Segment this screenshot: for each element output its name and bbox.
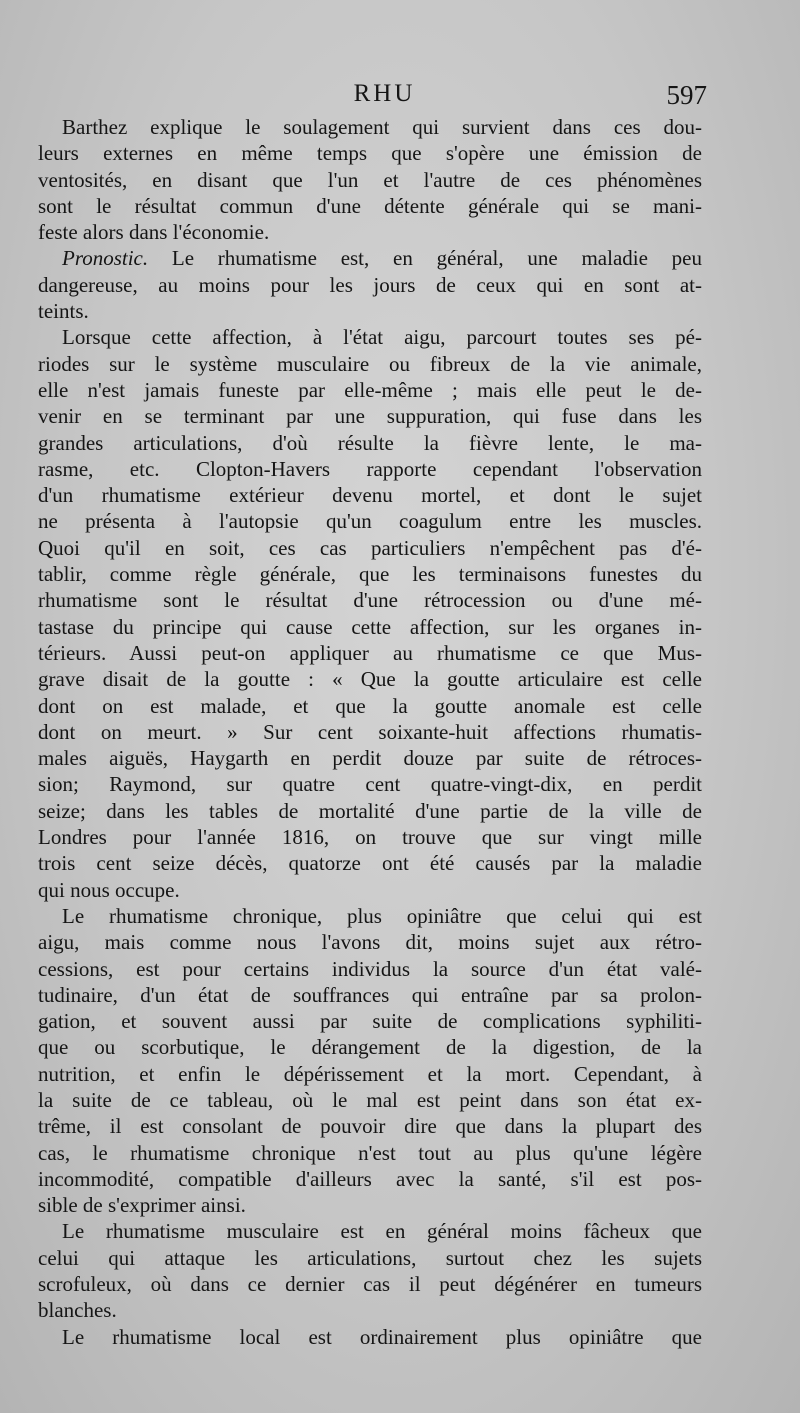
text-line: teints. bbox=[38, 299, 89, 324]
paragraph-local bbox=[38, 1324, 702, 1350]
text-line: rasme, etc. Clopton-Havers rapporte cependant l'observation bbox=[38, 456, 702, 481]
paragraph-barthez bbox=[38, 114, 702, 245]
body-text bbox=[38, 114, 702, 1350]
paragraph-etat-aigu bbox=[38, 324, 702, 903]
text-line: nutrition, et enfin le dépérissement et la mort. Cependant, à bbox=[38, 1061, 702, 1086]
text-line: grandes articulations, d'où résulte la fièvre lente, le ma- bbox=[38, 430, 702, 455]
text-line: rhumatisme sont le résultat d'une rétrocession ou d'une mé- bbox=[38, 588, 702, 613]
text-line: scrofuleux, où dans ce dernier cas il peut dégénérer en tumeurs bbox=[38, 1272, 702, 1297]
text-line: qui nous occupe. bbox=[38, 877, 180, 902]
text-line: sion; Raymond, sur quatre cent quatre-vingt-dix, en perdit bbox=[38, 772, 702, 797]
text-line: males aiguës, Haygarth en perdit douze par suite de rétroces- bbox=[38, 746, 702, 771]
text-line: d'un rhumatisme extérieur devenu mortel, et dont le sujet bbox=[38, 483, 702, 508]
text-line: ne présenta à l'autopsie qu'un coagulum entre les muscles. bbox=[38, 509, 702, 534]
text-line: dont on est malade, et que la goutte anomale est celle bbox=[38, 693, 702, 718]
paragraph-musculaire bbox=[38, 1218, 702, 1323]
running-head bbox=[62, 80, 707, 114]
text-line: tudinaire, d'un état de souffrances qui entraîne par sa prolon- bbox=[38, 982, 702, 1007]
text-line: Londres pour l'année 1816, on trouve que sur vingt mille bbox=[38, 825, 702, 850]
text-line: cessions, est pour certains individus la source d'un état valé- bbox=[38, 956, 702, 981]
text-line: sible de s'exprimer ainsi. bbox=[38, 1193, 246, 1218]
text-line: la suite de ce tableau, où le mal est peint dans son état ex- bbox=[38, 1087, 702, 1112]
text-line: trois cent seize décès, quatorze ont été causés par la maladie bbox=[38, 851, 702, 876]
text-line: incommodité, compatible d'ailleurs avec la santé, s'il est pos- bbox=[38, 1166, 702, 1191]
text-line: tastase du principe qui cause cette affection, sur les organes in- bbox=[38, 614, 702, 639]
text-line: riodes sur le système musculaire ou fibreux de la vie animale, bbox=[38, 351, 702, 376]
text-line: tablir, comme règle générale, que les terminaisons funestes du bbox=[38, 562, 702, 587]
text-line: elle n'est jamais funeste par elle-même ; mais elle peut le de- bbox=[38, 377, 702, 402]
paragraph-chronique bbox=[38, 903, 702, 1219]
paragraph-pronostic bbox=[38, 245, 702, 324]
text-line: venir en se terminant par une suppuration, qui fuse dans les bbox=[38, 404, 702, 429]
text-line: leurs externes en même temps que s'opère une émission de bbox=[38, 141, 702, 166]
section-heading-pronostic: Pronostic. bbox=[62, 246, 149, 271]
text-line: Le rhumatisme musculaire est en général moins fâcheux que bbox=[62, 1219, 702, 1244]
text-line: cas, le rhumatisme chronique n'est tout au plus qu'une légère bbox=[38, 1140, 702, 1165]
text-line: gation, et souvent aussi par suite de complications syphiliti- bbox=[38, 1009, 702, 1034]
text-line: blanches. bbox=[38, 1298, 117, 1323]
text-line: dangereuse, au moins pour les jours de ceux qui en sont at- bbox=[38, 272, 702, 297]
text-line: aigu, mais comme nous l'avons dit, moins sujet aux rétro- bbox=[38, 930, 702, 955]
text-line: sont le résultat commun d'une détente générale qui se mani- bbox=[38, 193, 702, 218]
text-line: dont on meurt. » Sur cent soixante-huit affections rhumatis- bbox=[38, 719, 702, 744]
text-line: ventosités, en disant que l'un et l'autre de ces phénomènes bbox=[38, 167, 702, 192]
text-line bbox=[38, 245, 702, 271]
text-line: Barthez explique le soulagement qui survient dans ces dou- bbox=[62, 115, 702, 139]
text-line: Quoi qu'il en soit, ces cas particuliers n'empêchent pas d'é- bbox=[38, 535, 702, 560]
text-line: seize; dans les tables de mortalité d'une partie de la ville de bbox=[38, 798, 702, 823]
text-line: térieurs. Aussi peut-on appliquer au rhumatisme ce que Mus- bbox=[38, 640, 702, 665]
page-number: 597 bbox=[666, 80, 707, 110]
text-line: que ou scorbutique, le dérangement de la digestion, de la bbox=[38, 1035, 702, 1060]
text-line: grave disait de la goutte : « Que la goutte articulaire est celle bbox=[38, 667, 702, 692]
text-line: Le rhumatisme chronique, plus opiniâtre que celui qui est bbox=[62, 903, 702, 928]
running-title: RHU bbox=[353, 80, 416, 107]
text-line: Lorsque cette affection, à l'état aigu, parcourt toutes ses pé- bbox=[62, 325, 702, 350]
text-line-rest: Le rhumatisme est, en général, une maladie peu bbox=[148, 246, 702, 271]
text-line: feste alors dans l'économie. bbox=[38, 220, 270, 245]
text-line: celui qui attaque les articulations, surtout chez les sujets bbox=[38, 1245, 702, 1270]
text-line: Le rhumatisme local est ordinairement plus opiniâtre que bbox=[62, 1324, 702, 1349]
text-line: trême, il est consolant de pouvoir dire que dans la plupart des bbox=[38, 1114, 702, 1139]
